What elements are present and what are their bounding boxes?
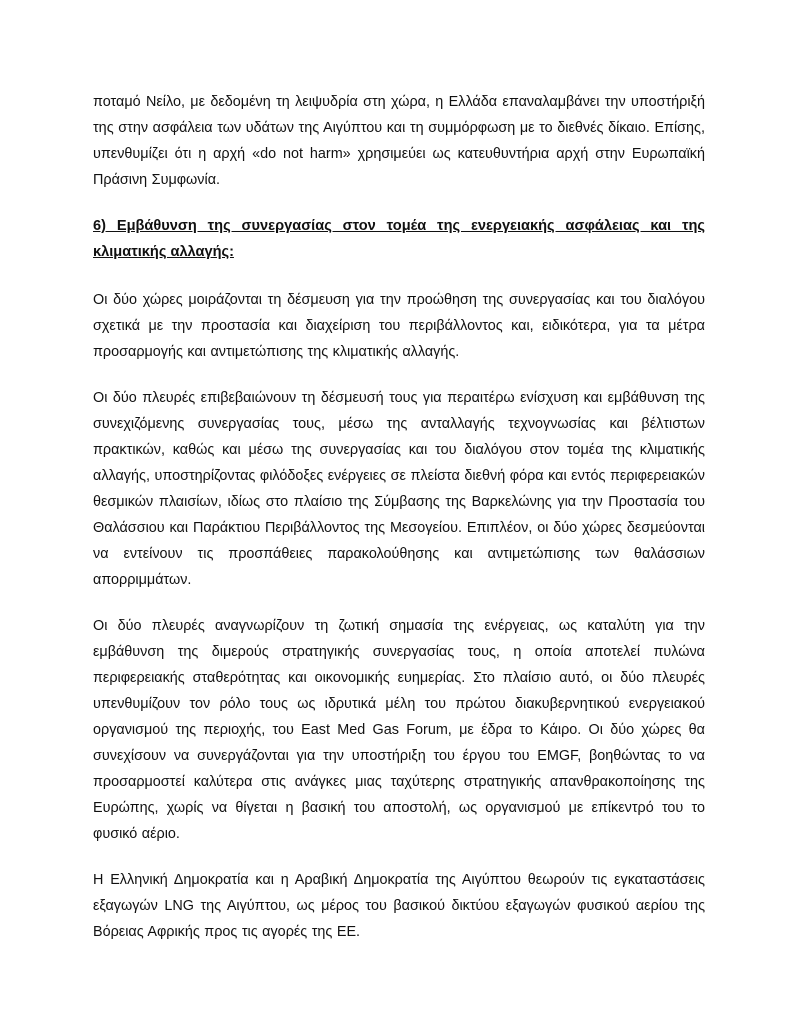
paragraph-energy: Οι δύο πλευρές αναγνωρίζουν τη ζωτική σημασία της ενέργειας, ως καταλύτη για την εμβάθυνση της διμερούς στρατηγικής συνεργασίας τους, η οποία αποτελεί πυλώνα περιφερειακής σταθερότητας και οικονομικής ευημερίας. Στο πλαίσιο αυτό, οι δύο πλευρές υπενθυμίζουν τον ρόλο τους ως ιδρυτικά μέλη του πρώτου διακυβερνητικού ενεργειακού οργανισμού της περιοχής, του East Med Gas Forum, με έδρα το Κάιρο. Οι δύο χώρες θα συνεχίσουν να συνεργάζονται για την υποστήριξη του έργου του EMGF, βοηθώντας το να προσαρμοστεί καλύτερα στις ανάγκες μιας ταχύτερης στρατηγικής απανθρακοποίησης της Ευρώπης, χωρίς να θίγεται η βασική του αποστολή, ως οργανισμού με επίκεντρό του το φυσικό αέριο. [93, 618, 705, 842]
paragraph-cooperation: Οι δύο πλευρές επιβεβαιώνουν τη δέσμευσή τους για περαιτέρω ενίσχυση και εμβάθυνση της συνεχιζόμενης συνεργασίας τους, μέσω της ανταλλαγής τεχνογνωσίας και βέλτιστων πρακτικών, καθώς και μέσω της συνεργασίας και του διαλόγου στον τομέα της κλιματικής αλλαγής, υποστηρίζοντας φιλόδοξες ενέργειες σε πλείστα διεθνή φόρα και εντός περιφερειακών θεσμικών πλαισίων, ιδίως στο πλαίσιο της Σύμβασης της Βαρκελώνης για την Προστασία του Θαλάσσιου και Παράκτιου Περιβάλλοντος της Μεσογείου. Επιπλέον, οι δύο χώρες δεσμεύονται να εντείνουν τις προσπάθειες παρακολούθησης και αντιμετώπισης των θαλάσσιων απορριμμάτων. [93, 390, 705, 588]
paragraph-continued: ποταμό Νείλο, με δεδομένη τη λειψυδρία στη χώρα, η Ελλάδα επαναλαμβάνει την υποστήριξή της στην ασφάλεια των υδάτων της Αιγύπτου και τη συμμόρφωση με το διεθνές δίκαιο. Επίσης, υπενθυμίζει ότι η αρχή «do not harm» χρησιμεύει ως κατευθυντήρια αρχή στην Ευρωπαϊκή Πράσινη Συμφωνία. [93, 94, 705, 188]
paragraph-lng: Η Ελληνική Δημοκρατία και η Αραβική Δημοκρατία της Αιγύπτου θεωρούν τις εγκαταστάσεις εξαγωγών LNG της Αιγύπτου, ως μέρος του βασικού δικτύου εξαγωγών φυσικού αερίου της Βόρειας Αφρικής προς τις αγορές της ΕΕ. [93, 872, 705, 940]
paragraph-climate-commitment: Οι δύο χώρες μοιράζονται τη δέσμευση για την προώθηση της συνεργασίας και του διαλόγου σχετικά με την προστασία και διαχείριση του περιβάλλοντος και, ειδικότερα, για τα μέτρα προσαρμογής και αντιμετώπισης της κλιματικής αλλαγής. [93, 292, 705, 360]
document-page [93, 89, 705, 945]
section-heading: 6) Εμβάθυνση της συνεργασίας στον τομέα της ενεργειακής ασφάλειας και της κλιματικής αλλαγής: [93, 218, 705, 260]
